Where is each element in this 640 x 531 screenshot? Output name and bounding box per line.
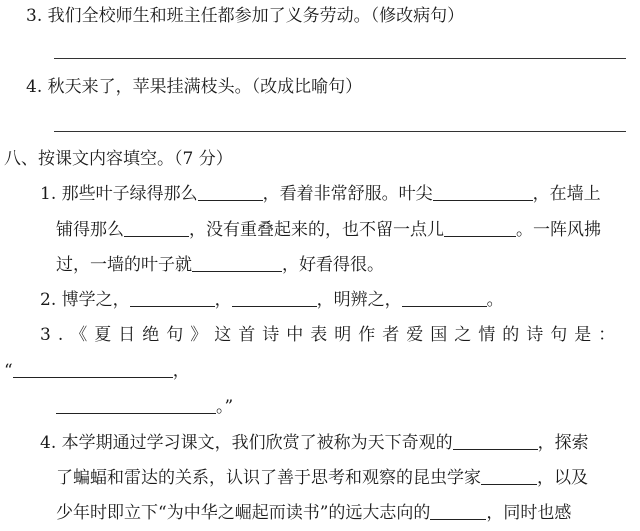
question-4: 4. 秋天来了，苹果挂满枝头。（改成比喻句） <box>26 77 363 97</box>
item-2-sep-1: ， <box>214 290 232 310</box>
item-1-text-c: ，在墙上 <box>532 184 601 204</box>
item-1-text-f: 。一阵风拂 <box>516 220 601 240</box>
blank-2[interactable] <box>433 184 533 201</box>
item-1-text-a: 1. 那些叶子绿得那么 <box>40 184 198 204</box>
blank-7[interactable] <box>232 290 317 307</box>
item-1-line-3 <box>56 254 384 276</box>
item-1-text-e: ，没有重叠起来的，也不留一点儿 <box>189 220 444 240</box>
item-2-end: 。 <box>486 290 504 310</box>
question-3: 3. 我们全校师生和班主任都参加了义务劳动。（修改病句） <box>26 6 465 26</box>
item-2 <box>40 289 504 311</box>
item-1-text-b: ，看着非常舒服。叶尖 <box>262 184 433 204</box>
section-8-title: 八、按课文内容填空。（7 分） <box>4 149 233 169</box>
item-2-sep-2: ，明辨之， <box>316 290 402 310</box>
item-4-text-d: ，以及 <box>537 468 588 488</box>
answer-line-q4[interactable] <box>54 131 626 132</box>
blank-10[interactable] <box>56 397 216 414</box>
item-1-line-2 <box>56 219 601 241</box>
item-4-line-3 <box>56 502 571 524</box>
item-3-close-quote: 。” <box>216 397 234 417</box>
item-2-text-a: 2. 博学之， <box>40 290 130 310</box>
item-4-text-b: ，探索 <box>537 433 589 453</box>
blank-13[interactable] <box>430 503 486 520</box>
blank-11[interactable] <box>453 433 538 450</box>
blank-5[interactable] <box>192 255 282 272</box>
item-1-line-1 <box>40 183 601 205</box>
answer-line-q3[interactable] <box>54 58 626 59</box>
blank-8[interactable] <box>402 290 487 307</box>
item-4-text-c: 了蝙蝠和雷达的关系，认识了善于思考和观察的昆虫学家 <box>56 468 481 488</box>
item-1-text-d: 铺得那么 <box>56 220 124 240</box>
blank-3[interactable] <box>124 220 189 237</box>
item-4-text-e: 少年时即立下“为中华之崛起而读书”的远大志向的 <box>56 503 431 523</box>
blank-6[interactable] <box>130 290 215 307</box>
item-1-text-h: ，好看得很。 <box>282 255 384 275</box>
item-1-text-g: 过，一墙的叶子就 <box>56 255 192 275</box>
item-3-comma: ， <box>172 361 190 381</box>
blank-1[interactable] <box>198 184 263 201</box>
item-3-text: 3.《夏日绝句》这首诗中表明作者爱国之情的诗句是： <box>40 325 623 345</box>
item-4-text-a: 4. 本学期通过学习课文，我们欣赏了被称为天下奇观的 <box>40 433 453 453</box>
item-3-line-2 <box>4 360 190 382</box>
item-4-line-1 <box>40 432 589 454</box>
blank-12[interactable] <box>481 468 537 485</box>
item-4-line-2 <box>56 467 588 489</box>
item-4-text-f: ，同时也感 <box>486 503 572 523</box>
item-3-open-quote: “ <box>4 361 13 381</box>
item-3-line-3 <box>56 396 233 418</box>
blank-4[interactable] <box>444 220 516 237</box>
blank-9[interactable] <box>13 361 173 378</box>
